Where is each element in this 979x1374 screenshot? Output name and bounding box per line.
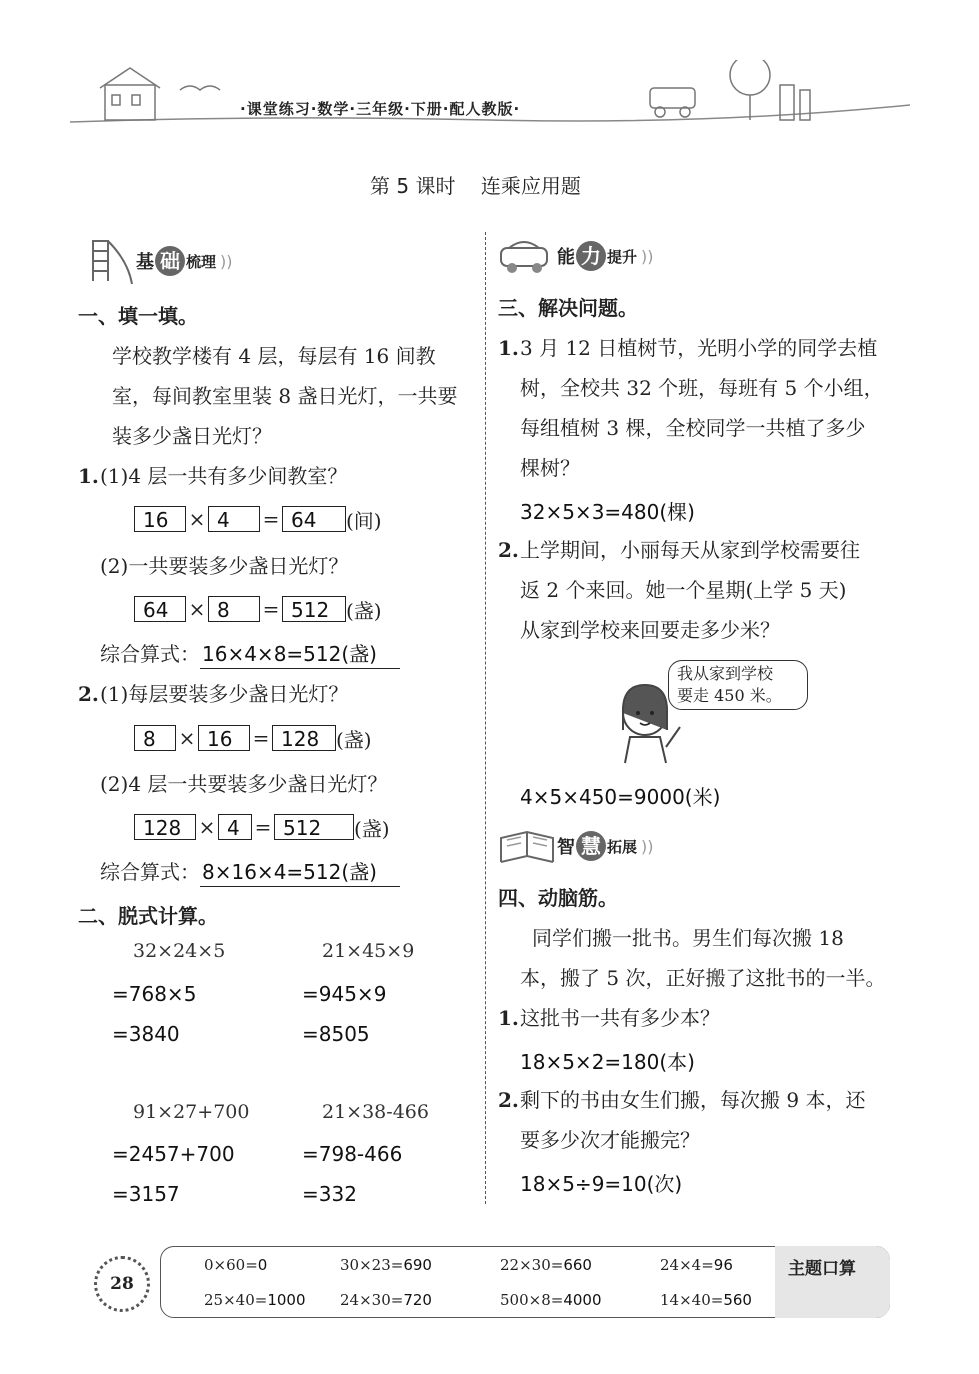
q4-1-text: 这批书一共有多少本？ [520, 1006, 720, 1030]
header-decoration [70, 60, 910, 130]
answer-box[interactable]: 512 [282, 596, 346, 622]
calc-step[interactable]: =768×5 [112, 982, 197, 1006]
q1-intro-2: 室，每间教室里装 8 盏日光灯，一共要 [112, 384, 458, 408]
times-sign: × [178, 726, 196, 750]
bubble-line: 我从家到学校 [677, 664, 774, 683]
q1-title: 一、填一填。 [78, 304, 198, 328]
p1-combined [100, 634, 400, 674]
oral-item [500, 1256, 592, 1274]
car-sketch [650, 60, 810, 120]
calc-expr: 32×24×5 [133, 940, 226, 962]
p2-label: 2. [78, 682, 99, 706]
calc-step[interactable]: =2457+700 [112, 1142, 235, 1166]
oral-question: 24×30= [340, 1291, 404, 1309]
badge-char: 能 [557, 247, 575, 268]
r-p2-answer[interactable]: 4×5×450=9000(米) [520, 785, 721, 809]
equals-sign: = [262, 597, 280, 621]
calc-expr: 91×27+700 [133, 1101, 250, 1123]
calc-step[interactable]: =332 [302, 1182, 357, 1206]
p2-sub2-equation [134, 813, 390, 841]
p1-sub1-question: (1)4 层一共有多少间教室？ [100, 464, 348, 488]
section-badge-wisdom [497, 826, 654, 866]
badge-circle-char: 慧 [576, 831, 606, 861]
oral-tag: 主题口算 [788, 1259, 856, 1279]
equals-sign: = [262, 507, 280, 531]
answer-box[interactable]: 128 [272, 725, 336, 751]
calc-expr: 21×38-466 [322, 1101, 429, 1123]
oral-answer[interactable]: 1000 [267, 1291, 306, 1309]
oral-item [204, 1291, 306, 1309]
r-p1-answer[interactable]: 32×5×3=480(棵) [520, 500, 695, 524]
answer-box[interactable]: 16 [198, 725, 250, 751]
oral-question: 14×40= [660, 1291, 724, 1309]
q3-title: 三、解决问题。 [498, 296, 638, 320]
oral-question: 24×4= [660, 1256, 714, 1274]
calc-step[interactable]: =3840 [112, 1022, 180, 1046]
oral-answer[interactable]: 96 [713, 1256, 733, 1274]
oral-answer[interactable]: 0 [257, 1256, 268, 1274]
badge-rest: 提升 [607, 247, 638, 266]
calc-step[interactable]: =8505 [302, 1022, 370, 1046]
badge-rest: 拓展 [607, 837, 638, 856]
oral-item [204, 1256, 267, 1274]
q4-1-answer[interactable]: 18×5×2=180(本) [520, 1050, 695, 1074]
section-badge-basic [88, 236, 233, 286]
badge-char: 智 [557, 837, 575, 858]
oral-answer[interactable]: 660 [563, 1256, 592, 1274]
q4-2-line: 要多少次才能搬完？ [520, 1128, 700, 1152]
section-badge-ability [497, 236, 654, 276]
oral-item [500, 1291, 602, 1309]
r-p1-line: 树，全校共 32 个班，每班有 5 个小组， [520, 376, 884, 400]
q4-title: 四、动脑筋。 [498, 886, 618, 910]
oral-answer[interactable]: 4000 [563, 1291, 602, 1309]
answer-box[interactable]: 8 [134, 725, 176, 751]
p2-sub1-question: (1)每层要装多少盏日光灯？ [100, 682, 349, 706]
oral-item [340, 1256, 432, 1274]
oral-question: 500×8= [500, 1291, 564, 1309]
page-number-badge [94, 1256, 150, 1312]
calc-expr: 21×45×9 [322, 940, 415, 962]
r-p1-line: 3 月 12 日植树节，光明小学的同学去植 [520, 336, 878, 360]
answer-box[interactable]: 64 [282, 506, 346, 532]
p1-sub1-equation [134, 505, 382, 533]
oral-answer[interactable]: 690 [403, 1256, 432, 1274]
r-p2-line: 上学期间，小丽每天从家到学校需要往 [520, 538, 860, 562]
q4-2-label: 2. [498, 1088, 519, 1112]
answer-box[interactable]: 16 [134, 506, 186, 532]
times-sign: × [188, 597, 206, 621]
p1-label: 1. [78, 464, 99, 488]
unit-label: (盏) [354, 816, 390, 841]
combined-answer[interactable]: 16×4×8=512(盏) [200, 640, 400, 669]
page-title: 第 5 课时 连乘应用题 [370, 174, 581, 198]
times-sign: × [198, 815, 216, 839]
column-divider [485, 232, 487, 1204]
badge-rest: 梳理 [186, 252, 217, 271]
bubble-line: 要走 450 米。 [677, 686, 782, 705]
oral-question: 25×40= [204, 1291, 268, 1309]
q4-intro: 同学们搬一批书。男生们每次搬 18 [532, 926, 844, 950]
calc-step[interactable]: =3157 [112, 1182, 180, 1206]
calc-step[interactable]: =798-466 [302, 1142, 403, 1166]
p2-sub1-equation [134, 724, 372, 752]
badge-char: 基 [136, 252, 154, 273]
q2-title: 二、脱式计算。 [78, 904, 218, 928]
page-number: 28 [110, 1274, 134, 1294]
p1-sub2-equation [134, 595, 382, 623]
times-sign: × [188, 507, 206, 531]
r-p2-label: 2. [498, 538, 519, 562]
calc-step[interactable]: =945×9 [302, 982, 387, 1006]
q1-intro-3: 装多少盏日光灯？ [112, 424, 272, 448]
p1-sub2-question: (2)一共要装多少盏日光灯？ [100, 554, 349, 578]
house-sketch [100, 68, 220, 120]
q1-intro-1: 学校教学楼有 4 层，每层有 16 间教 [112, 344, 436, 368]
car-icon [497, 236, 557, 276]
badge-circle-char: 础 [155, 246, 185, 276]
r-p1-label: 1. [498, 336, 519, 360]
answer-box[interactable]: 512 [274, 814, 354, 840]
r-p1-line: 每组植树 3 棵，全校同学一共植了多少 [520, 416, 866, 440]
series-header: ·课堂练习·数学·三年级·下册·配人教版· [240, 100, 521, 118]
r-p1-line: 棵树？ [520, 456, 580, 480]
oral-item [660, 1256, 733, 1274]
oral-answer[interactable]: 720 [403, 1291, 432, 1309]
r-p2-line: 返 2 个来回。她一个星期(上学 5 天) [520, 578, 847, 602]
combined-label: 综合算式： [100, 642, 200, 666]
oral-item [340, 1291, 432, 1309]
badge-wave: )) [220, 251, 233, 271]
r-p2-line: 从家到学校来回要走多少米？ [520, 618, 780, 642]
answer-box[interactable]: 64 [134, 596, 186, 622]
equals-sign: = [254, 815, 272, 839]
combined-answer[interactable]: 8×16×4=512(盏) [200, 858, 400, 887]
unit-label: (间) [346, 508, 382, 533]
slide-icon [88, 236, 136, 286]
oral-question: 22×30= [500, 1256, 564, 1274]
oral-item [660, 1291, 752, 1309]
q4-2-answer[interactable]: 18×5÷9=10(次) [520, 1172, 683, 1196]
books-icon [497, 826, 557, 866]
speech-bubble [668, 660, 808, 710]
answer-box[interactable]: 4 [218, 814, 252, 840]
oral-answer[interactable]: 560 [723, 1291, 752, 1309]
answer-box[interactable]: 8 [208, 596, 260, 622]
p2-sub2-question: (2)4 层一共要装多少盏日光灯？ [100, 772, 388, 796]
answer-box[interactable]: 4 [208, 506, 260, 532]
combined-label: 综合算式： [100, 860, 200, 884]
oral-question: 30×23= [340, 1256, 404, 1274]
equals-sign: = [252, 726, 270, 750]
unit-label: (盏) [336, 727, 372, 752]
unit-label: (盏) [346, 598, 382, 623]
badge-wave: )) [641, 836, 654, 856]
q4-intro: 本，搬了 5 次，正好搬了这批书的一半。 [520, 966, 886, 990]
q4-1-label: 1. [498, 1006, 519, 1030]
answer-box[interactable]: 128 [134, 814, 196, 840]
p2-combined [100, 852, 400, 892]
badge-circle-char: 力 [576, 241, 606, 271]
oral-question: 0×60= [204, 1256, 258, 1274]
badge-wave: )) [641, 246, 654, 266]
q4-2-line: 剩下的书由女生们搬，每次搬 9 本，还 [520, 1088, 866, 1112]
